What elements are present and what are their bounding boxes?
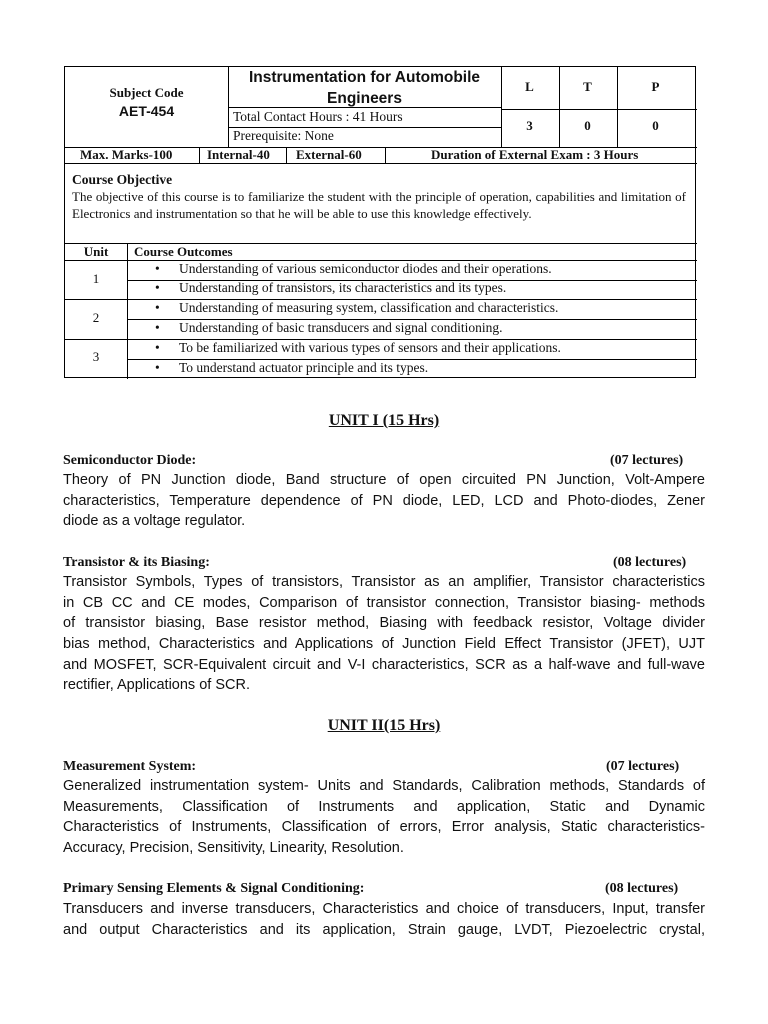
outcome-item xyxy=(155,320,503,336)
bullet-icon: • xyxy=(155,320,160,335)
section-heading: Semiconductor Diode: xyxy=(63,453,197,468)
outcome-text: Understanding of various semiconductor diodes and their operations. xyxy=(179,261,552,276)
text-line: Accuracy, Precision, Sensitivity, Linearity, Resolution. xyxy=(63,840,404,857)
unit-title: UNIT I (15 Hrs) xyxy=(328,412,440,429)
ltp-label-l: L xyxy=(525,79,534,94)
section-heading: Transistor & its Biasing: xyxy=(63,555,210,570)
section-body xyxy=(63,470,705,532)
divider xyxy=(199,147,200,163)
text-line: Transistor Symbols, Types of transistors, Transistor as an amplifier, Transistor characteristics xyxy=(63,574,705,590)
text-line: Theory of PN Junction diode, Band structure of open circuited PN Junction, Volt-Ampere xyxy=(63,472,705,488)
outcome-text: Understanding of measuring system, classification and characteristics. xyxy=(179,300,559,315)
text-line: bias method, Characteristics and Applications of Junction Field Effect Transistor (JFET), UJT xyxy=(63,636,705,653)
course-header-table xyxy=(64,66,696,378)
max-marks: Max. Marks-100 xyxy=(80,147,173,162)
outcome-text: Understanding of basic transducers and signal conditioning. xyxy=(179,320,503,335)
unit-title: UNIT II(15 Hrs) xyxy=(327,717,441,734)
objective-text: The objective of this course is to familiarize the student with the principle of operation, capabilities and limitation of Electronics and instrumentation so that he will be able to use this knowledge effectively. xyxy=(72,189,686,221)
divider xyxy=(501,109,697,110)
unit-number: 1 xyxy=(92,271,100,286)
course-title: Instrumentation for Automobile Engineers xyxy=(248,69,481,107)
section-body xyxy=(63,899,705,940)
unit-column-header: Unit xyxy=(83,244,109,259)
text-line: and output Characteristics and its application, Strain gauge, LVDT, Piezoelectric crystal, xyxy=(63,921,705,938)
lecture-count: (07 lectures) xyxy=(610,453,684,468)
subject-code: AET-454 xyxy=(118,103,175,119)
ltp-value-p: 0 xyxy=(652,118,659,133)
section-heading: Primary Sensing Elements & Signal Conditioning: xyxy=(63,881,365,896)
text-line: Measurements, Classification of Instruments and application, Static and Dynamic xyxy=(63,798,705,815)
bullet-icon: • xyxy=(155,360,160,375)
text-line: rectifier, Applications of SCR. xyxy=(63,677,250,694)
ltp-label-p: P xyxy=(651,79,660,94)
lecture-count: (08 lectures) xyxy=(613,555,687,570)
divider xyxy=(385,147,386,163)
outcome-text: Understanding of transistors, its characteristics and its types. xyxy=(179,280,507,295)
objective-heading: Course Objective xyxy=(72,172,173,187)
text-line: Transducers and inverse transducers, Characteristics and choice of transducers, Input, transfer xyxy=(63,901,705,917)
outcome-text: To be familiarized with various types of sensors and their applications. xyxy=(179,340,561,355)
bullet-icon: • xyxy=(155,300,160,315)
bullet-icon: • xyxy=(155,340,160,355)
text-line: Generalized instrumentation system- Units and Standards, Calibration methods, Standards of xyxy=(63,778,705,794)
outcome-item xyxy=(155,280,506,296)
text-line: in CB CC and CE modes, Comparison of transistor connection, Transistor biasing- methods xyxy=(63,594,705,611)
external-marks: External-60 xyxy=(296,147,362,162)
ltp-value-t: 0 xyxy=(584,118,591,133)
outcome-item xyxy=(155,261,552,277)
exam-duration: Duration of External Exam : 3 Hours xyxy=(431,147,639,162)
unit-number: 3 xyxy=(92,349,100,364)
outcome-text: To understand actuator principle and its types. xyxy=(179,360,429,375)
lecture-count: (07 lectures) xyxy=(606,759,680,774)
ltp-value-l: 3 xyxy=(526,118,533,133)
ltp-label-t: T xyxy=(583,79,592,94)
text-line: characteristics, Temperature dependence of PN diode, LED, LCD and Photo-diodes, Zener xyxy=(63,492,705,509)
prerequisite: Prerequisite: None xyxy=(233,128,334,143)
divider xyxy=(617,67,618,147)
section-body xyxy=(63,776,705,859)
bullet-icon: • xyxy=(155,280,160,295)
total-contact-hours: Total Contact Hours : 41 Hours xyxy=(233,109,403,124)
outcome-item xyxy=(155,360,428,376)
subject-code-label: Subject Code xyxy=(109,85,184,100)
internal-marks: Internal-40 xyxy=(207,147,270,162)
section-body xyxy=(63,572,705,696)
unit-number: 2 xyxy=(92,310,100,325)
outcome-item xyxy=(155,340,561,356)
text-line: and MOSFET, SCR-Equivalent circuit and V-I characteristics, SCR as a half-wave and full-wave xyxy=(63,656,705,673)
divider xyxy=(65,163,697,164)
text-line: Characteristics of Instruments, Classification of errors, Error analysis, Static characteristics- xyxy=(63,819,705,836)
outcomes-column-header: Course Outcomes xyxy=(134,244,233,259)
lecture-count: (08 lectures) xyxy=(605,881,679,896)
divider xyxy=(286,147,287,163)
section-heading: Measurement System: xyxy=(63,759,197,774)
text-line: of transistor biasing, Base resistor method, Biasing with feedback resistor, Voltage divider xyxy=(63,615,705,632)
outcome-item xyxy=(155,300,558,316)
text-line: diode as a voltage regulator. xyxy=(63,513,246,530)
bullet-icon: • xyxy=(155,261,160,276)
